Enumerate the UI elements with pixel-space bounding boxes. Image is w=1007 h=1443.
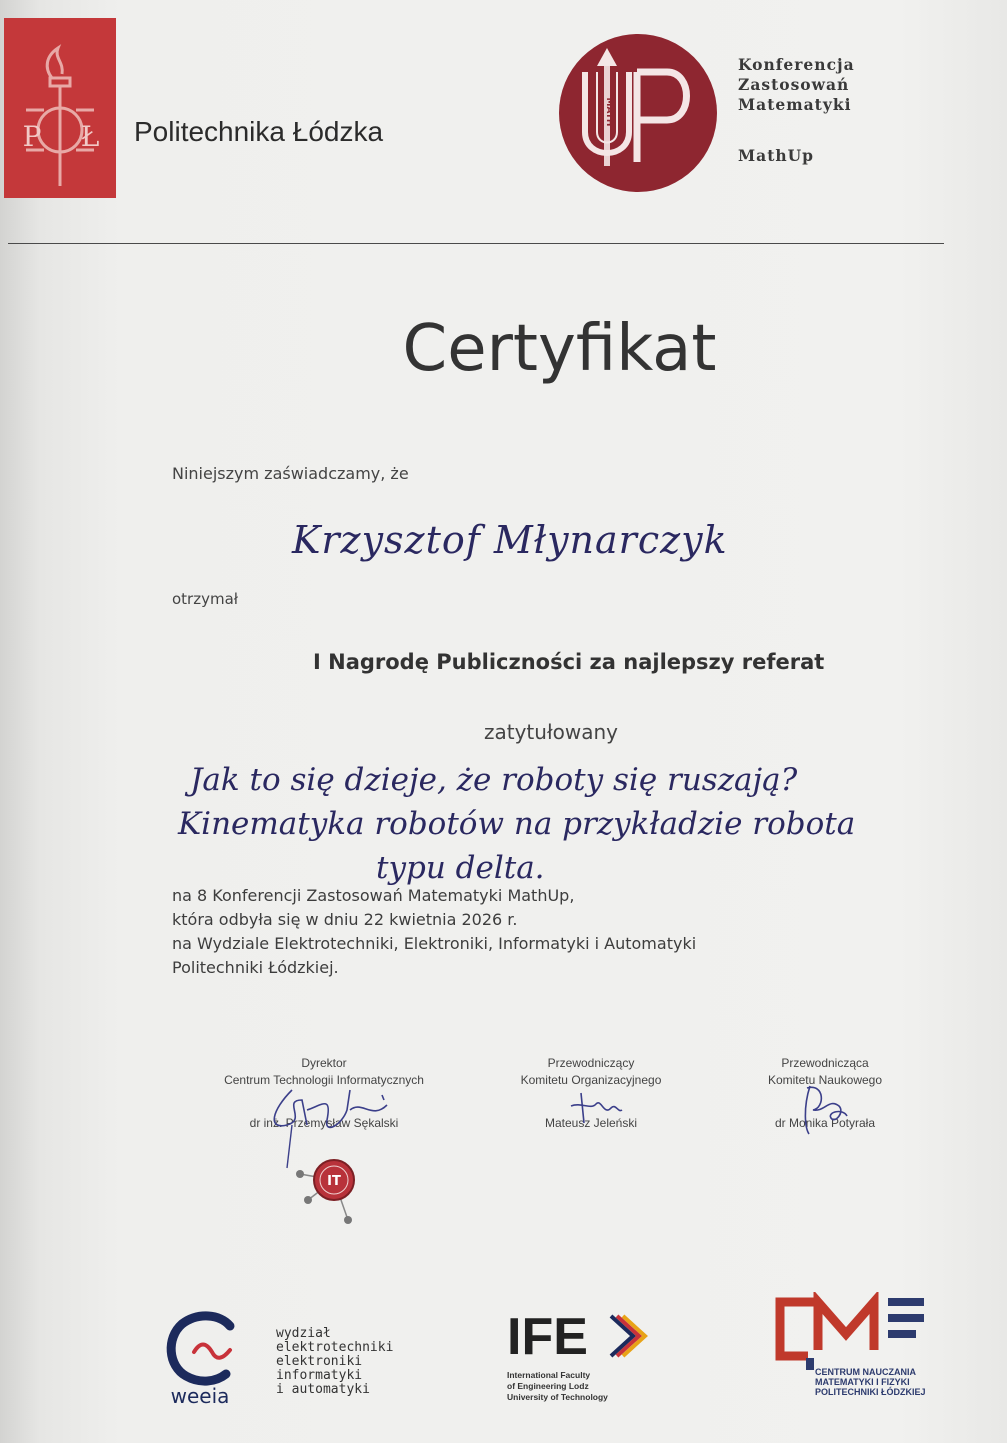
weeia-line: elektroniki [276,1354,363,1369]
cmf-logo [768,1292,928,1372]
ife-name [507,1370,608,1403]
cmf-name [815,1367,926,1397]
cti-logo-text: IT [327,1174,341,1189]
signature-role: Komitetu Organizacyjnego [520,1073,662,1087]
conference-title-line-2: Zastosowań [738,75,850,94]
cmf-line: POLITECHNIKI ŁÓDZKIEJ [815,1387,926,1397]
mathup-logo [557,32,719,194]
paper-title [178,758,978,890]
weeia-line: elektrotechniki [276,1340,394,1355]
certificate-details [172,884,696,980]
weeia-logo [160,1308,250,1408]
signature-block-organizing-chair [480,1055,702,1132]
weeia-line: i automatyki [276,1382,370,1397]
paper-title-line-2: Kinematyka robotów na przykładzie robota [178,806,856,842]
mathup-logo-math: MATH [604,97,614,127]
signature-block-scientific-chair [726,1055,924,1132]
university-logo [4,18,116,198]
certificate-intro: Niniejszym zaświadczamy, że [172,464,409,483]
signature-name: dr inż. Przemysław Sękalski [249,1116,399,1130]
details-line-4: Politechniki Łódzkiej. [172,958,339,977]
details-line-3: na Wydziale Elektrotechniki, Elektroniki, Informatyki i Automatyki [172,934,697,953]
details-line-2: która odbyła się w dniu 22 kwietnia 2026 r. [172,910,518,929]
signature-role: Dyrektor [301,1056,347,1070]
header-divider [8,243,944,244]
ife-line: of Engineering Lodz [507,1381,589,1391]
university-logo-letter-p: P [22,120,42,153]
details-line-1: na 8 Konferencji Zastosowań Matematyki MathUp, [172,886,575,905]
cmf-line: MATEMATYKI I FIZYKI [815,1377,910,1387]
conference-title-line-1: Konferencja [738,55,855,74]
paper-title-line-1: Jak to się dzieje, że roboty się ruszają? [190,762,798,798]
weeia-logo-text: weeia [170,1384,230,1408]
weeia-faculty-name [276,1327,393,1397]
conference-title-line-3: Matematyki [738,95,852,114]
received-label: otrzymał [172,590,239,608]
university-name: Politechnika Łódzka [134,116,384,147]
signature-role: Komitetu Naukowego [767,1073,883,1087]
university-logo-letter-l: Ł [80,120,100,153]
signature-name: dr Monika Potyrała [774,1116,876,1130]
ife-line: International Faculty [507,1370,591,1380]
conference-title [738,55,855,115]
ife-logo-text: IFE [507,1308,588,1363]
cti-logo [292,1148,362,1228]
cmf-line: CENTRUM NAUCZANIA [815,1367,916,1377]
weeia-line: informatyki [276,1368,363,1383]
signature-block-director [190,1055,458,1132]
signature-name: Mateusz Jeleński [544,1116,638,1130]
titled-label: zatytułowany [484,720,618,744]
certificate-title: Certyfikat [402,312,717,386]
recipient-name: Krzysztof Młynarczyk [292,518,728,562]
paper-title-line-3: typu delta. [376,850,545,886]
signature-role: Przewodniczący [547,1056,635,1070]
conference-short-name: MathUp [738,146,814,165]
weeia-line: wydział [276,1326,331,1341]
award-name: I Nagrodę Publiczności za najlepszy referat [313,650,825,674]
ife-logo [505,1308,650,1363]
signature-role: Centrum Technologii Informatycznych [224,1073,424,1087]
signature-role: Przewodnicząca [781,1056,869,1070]
ife-line: University of Technology [507,1392,608,1402]
